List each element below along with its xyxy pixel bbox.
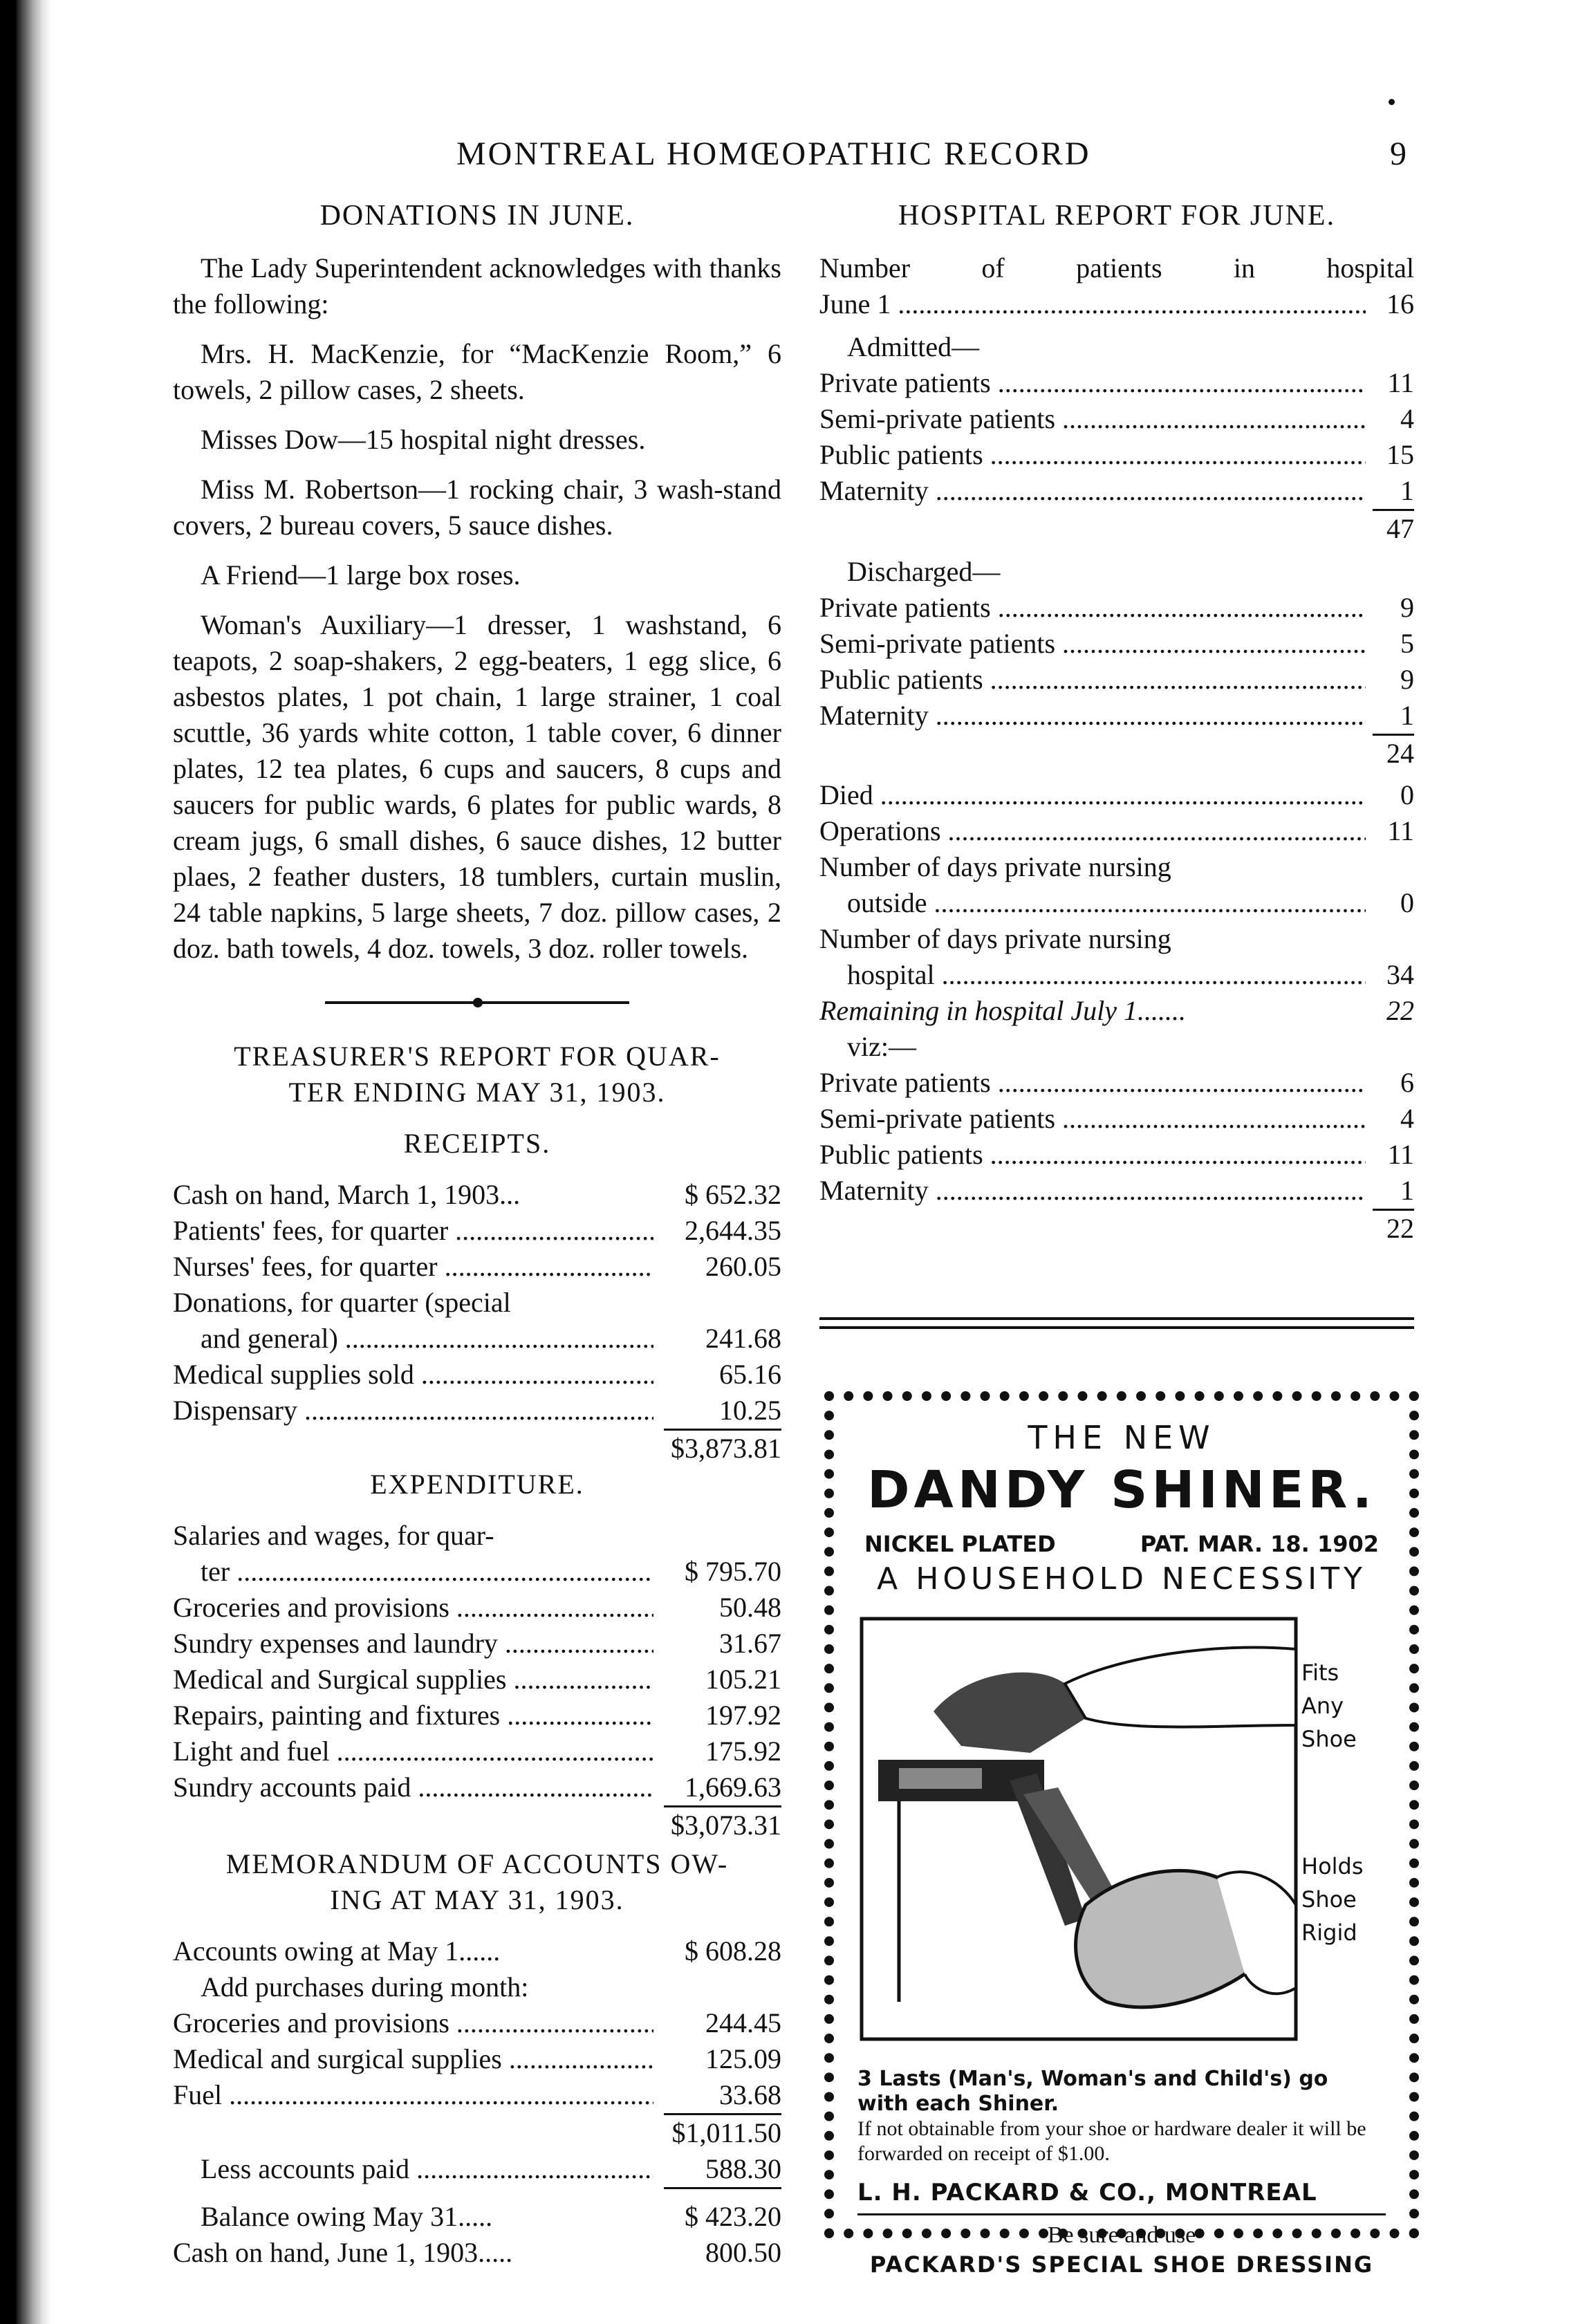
row-label: Cash on hand, March 1, 1903... bbox=[173, 1178, 521, 1210]
row-value: 22 bbox=[1386, 994, 1414, 1026]
row-value: 65.16 bbox=[719, 1358, 781, 1390]
row-label: Maternity ..... bbox=[819, 473, 1366, 509]
table-row bbox=[173, 1590, 781, 1626]
table-row bbox=[819, 957, 1414, 993]
ad-nickel: NICKEL PLATED bbox=[864, 1531, 1056, 1557]
shoe-shiner-illustration bbox=[857, 1615, 1300, 2043]
row-label: Medical and Surgical supplies ..... bbox=[173, 1662, 653, 1698]
table-row bbox=[173, 2199, 781, 2235]
treasurer-heading-line2: TER ENDING MAY 31, 1903. bbox=[288, 1076, 666, 1108]
row-value: 16 bbox=[1386, 288, 1414, 319]
ad-the-new: THE NEW bbox=[1028, 1419, 1216, 1456]
table-row bbox=[173, 2151, 781, 2187]
table-row bbox=[173, 1177, 781, 1213]
donation-paragraph: The Lady Superintendent acknowledges with thanks the following: bbox=[173, 252, 781, 319]
ad-holds-caption bbox=[1301, 1850, 1377, 1949]
row-label: Nurses' fees, for quarter ..... bbox=[173, 1249, 653, 1285]
hospital-heading: HOSPITAL REPORT FOR JUNE. bbox=[898, 200, 1336, 232]
table-row bbox=[173, 1393, 781, 1429]
table-row bbox=[173, 2041, 781, 2077]
double-rule-bottom bbox=[819, 1326, 1414, 1329]
receipts-total: $3,873.81 bbox=[671, 1432, 781, 1464]
row-label: Operations ..... bbox=[819, 813, 1366, 849]
viz-label: viz:— bbox=[847, 1030, 916, 1062]
intro-line: Number of patients in hospital bbox=[819, 252, 1414, 283]
row-label: Maternity ..... bbox=[819, 698, 1366, 734]
ad-illustration bbox=[857, 1615, 1386, 2043]
row-value: 197.92 bbox=[705, 1699, 781, 1731]
table-row bbox=[173, 1933, 781, 1969]
receipts-heading: RECEIPTS. bbox=[403, 1127, 551, 1159]
ad-order-info: If not obtainable from your shoe or hardware dealer it will be forwarded on receipt of $1.00. bbox=[857, 2117, 1366, 2165]
table-row bbox=[819, 401, 1414, 437]
table-row bbox=[173, 1554, 781, 1590]
row-value: 0 bbox=[1400, 886, 1414, 918]
row-label: outside ..... bbox=[847, 885, 1366, 921]
row-label: Repairs, painting and fixtures ..... bbox=[173, 1698, 653, 1733]
row-label: Accounts owing at May 1...... bbox=[173, 1935, 501, 1967]
memorandum-heading-line1: MEMORANDUM OF ACCOUNTS OW- bbox=[225, 1848, 729, 1879]
row-label: Groceries and provisions ..... bbox=[173, 1590, 653, 1626]
donation-paragraph: Miss M. Robertson—1 rocking chair, 3 wash-stand covers, 2 bureau covers, 5 sauce dishes. bbox=[173, 473, 781, 541]
row-label: Groceries and provisions ..... bbox=[173, 2005, 653, 2041]
section-separator bbox=[325, 1001, 629, 1004]
row-label: Dispensary ..... bbox=[173, 1393, 653, 1429]
table-row bbox=[819, 1173, 1414, 1209]
row-value: 1,669.63 bbox=[685, 1771, 781, 1803]
table-row bbox=[173, 1321, 781, 1357]
ink-speck bbox=[1389, 99, 1395, 105]
table-row bbox=[819, 1065, 1414, 1101]
row-value: 2,644.35 bbox=[685, 1214, 781, 1246]
ad-note: Be sure and use bbox=[1047, 2222, 1196, 2248]
row-label: June 1 ..... bbox=[819, 286, 1366, 322]
row-label: ter ..... bbox=[201, 1554, 653, 1590]
row-value: 125.09 bbox=[705, 2043, 781, 2074]
table-row bbox=[819, 698, 1414, 734]
row-label: Public patients ..... bbox=[819, 662, 1366, 698]
ad-fits-caption bbox=[1301, 1656, 1377, 1756]
discharged-heading: Discharged— bbox=[847, 555, 1001, 587]
row-label: Light and fuel ..... bbox=[173, 1733, 653, 1769]
donation-paragraph: Misses Dow—15 hospital night dresses. bbox=[201, 423, 646, 455]
row-value: 31.67 bbox=[719, 1627, 781, 1659]
table-row bbox=[819, 437, 1414, 473]
table-row bbox=[819, 286, 1414, 322]
ad-spec-line bbox=[857, 1531, 1386, 1557]
row-label: Public patients ..... bbox=[819, 1137, 1366, 1173]
row-label: and general) ..... bbox=[201, 1321, 653, 1357]
caption-line: Rigid bbox=[1301, 1919, 1357, 1946]
donation-paragraph: A Friend—1 large box roses. bbox=[201, 559, 521, 591]
caption-line: Holds bbox=[1301, 1853, 1364, 1879]
donations-heading: DONATIONS IN JUNE. bbox=[319, 200, 635, 232]
table-row bbox=[819, 626, 1414, 662]
ad-maker: L. H. PACKARD & CO., MONTREAL bbox=[857, 2179, 1317, 2206]
table-row bbox=[819, 813, 1414, 849]
table-row bbox=[819, 993, 1414, 1029]
memorandum-table bbox=[173, 1933, 781, 2271]
table-row bbox=[173, 2005, 781, 2041]
table-row bbox=[819, 1101, 1414, 1137]
row-value: 105.21 bbox=[705, 1663, 781, 1695]
row-value: $ 423.20 bbox=[685, 2200, 781, 2232]
table-row bbox=[819, 365, 1414, 401]
row-value: 9 bbox=[1400, 591, 1414, 623]
row-label: Balance owing May 31..... bbox=[201, 2200, 493, 2232]
table-row bbox=[819, 777, 1414, 813]
donation-paragraph: Woman's Auxiliary—1 dresser, 1 washstand, 6 teapots, 2 soap-shakers, 2 egg-beaters, 1 egg slice, 6 asbestos plates, 1 pot chain, 1 large strainer, 1 coal scuttle, 36 yards white cotton, 1 table cover, 6 dinner plates, 12 tea plates, 6 cups and saucers, 8 cups and saucers for public wards, 6 plates for public wards, 8 cream jugs, 6 small dishes, 6 sauce dishes, 12 butter plaes, 2 feather dusters, 18 tumblers, curtain muslin, 24 table napkins, 5 large sheets, 7 doz. pillow cases, 2 doz. bath towels, 4 doz. towels, 3 doz. roller towels. bbox=[173, 608, 781, 964]
row-label: Medical supplies sold ..... bbox=[173, 1357, 653, 1393]
ad-body bbox=[857, 2067, 1386, 2166]
row-value: 1 bbox=[1400, 474, 1414, 506]
row-label: hospital ..... bbox=[847, 957, 1366, 993]
row-label: Medical and surgical supplies ..... bbox=[173, 2041, 653, 2077]
row-value: 4 bbox=[1400, 1102, 1414, 1134]
total-rule bbox=[664, 2187, 781, 2189]
row-value: 9 bbox=[1400, 663, 1414, 695]
memorandum-subtotal: $1,011.50 bbox=[671, 2117, 781, 2148]
table-row bbox=[819, 1137, 1414, 1173]
row-value: 5 bbox=[1400, 627, 1414, 659]
table-row bbox=[173, 2077, 781, 2113]
remaining-total: 22 bbox=[1386, 1212, 1414, 1244]
table-row bbox=[173, 2235, 781, 2271]
right-column bbox=[819, 197, 1414, 1247]
scanned-page-spine bbox=[0, 0, 52, 2324]
row-label: Donations, for quarter (special bbox=[173, 1286, 511, 1318]
row-label: Less accounts paid ..... bbox=[201, 2151, 653, 2187]
ad-brand-name: DANDY SHINER. bbox=[867, 1460, 1376, 1520]
admitted-total: 47 bbox=[1386, 512, 1414, 544]
row-value: 244.45 bbox=[705, 2007, 781, 2038]
ad-rule bbox=[857, 2213, 1386, 2215]
row-value: $ 652.32 bbox=[685, 1178, 781, 1210]
row-label: Patients' fees, for quarter ..... bbox=[173, 1213, 653, 1249]
table-row bbox=[173, 1357, 781, 1393]
treasurer-heading-line1: TREASURER'S REPORT FOR QUAR- bbox=[234, 1040, 721, 1072]
row-label: Private patients ..... bbox=[819, 365, 1366, 401]
memorandum-heading-line2: ING AT MAY 31, 1903. bbox=[330, 1884, 624, 1915]
row-value: 11 bbox=[1387, 1138, 1414, 1170]
row-label: Salaries and wages, for quar- bbox=[173, 1519, 494, 1551]
row-value: 1 bbox=[1400, 699, 1414, 731]
table-row bbox=[173, 1626, 781, 1662]
double-rule-top bbox=[819, 1317, 1414, 1320]
row-label: Public patients ..... bbox=[819, 437, 1366, 473]
row-value: 34 bbox=[1386, 958, 1414, 990]
expenditure-heading: EXPENDITURE. bbox=[370, 1468, 584, 1500]
row-label: Died ..... bbox=[819, 777, 1366, 813]
nursing-outside-line: Number of days private nursing bbox=[819, 850, 1171, 882]
ad-lasts: 3 Lasts (Man's, Woman's and Child's) go with each Shiner. bbox=[857, 2067, 1328, 2116]
row-value: 10.25 bbox=[719, 1394, 781, 1426]
page-number: 9 bbox=[1390, 136, 1407, 172]
row-label: Add purchases during month: bbox=[201, 1971, 529, 2002]
caption-line: Shoe bbox=[1301, 1886, 1357, 1913]
row-value: 175.92 bbox=[705, 1735, 781, 1767]
caption-line: Any bbox=[1301, 1693, 1344, 1719]
row-value: 15 bbox=[1386, 438, 1414, 470]
table-row bbox=[173, 1662, 781, 1698]
row-label: Private patients ..... bbox=[819, 1065, 1366, 1101]
row-value: $ 795.70 bbox=[685, 1555, 781, 1587]
expenditure-table bbox=[173, 1518, 781, 1843]
nursing-hospital-line: Number of days private nursing bbox=[819, 922, 1171, 954]
discharged-total: 24 bbox=[1386, 737, 1414, 769]
row-value: 4 bbox=[1400, 402, 1414, 434]
row-label: Sundry accounts paid ..... bbox=[173, 1769, 653, 1805]
table-row bbox=[819, 662, 1414, 698]
row-value: 1 bbox=[1400, 1174, 1414, 1206]
table-row bbox=[819, 473, 1414, 509]
row-label: Semi-private patients ..... bbox=[819, 401, 1366, 437]
row-label: Maternity ..... bbox=[819, 1173, 1366, 1209]
ad-tagline: A HOUSEHOLD NECESSITY bbox=[877, 1561, 1366, 1597]
row-value: 6 bbox=[1400, 1066, 1414, 1098]
row-value: 241.68 bbox=[705, 1322, 781, 1354]
row-label: Private patients ..... bbox=[819, 590, 1366, 626]
caption-line: Fits bbox=[1301, 1660, 1339, 1686]
row-value: 260.05 bbox=[705, 1250, 781, 1282]
caption-line: Shoe bbox=[1301, 1726, 1357, 1752]
admitted-heading: Admitted— bbox=[847, 331, 980, 362]
ad-dressing: PACKARD'S SPECIAL SHOE DRESSING bbox=[869, 2251, 1374, 2278]
row-label: Semi-private patients ..... bbox=[819, 1101, 1366, 1137]
table-row bbox=[819, 885, 1414, 921]
row-label: Semi-private patients ..... bbox=[819, 626, 1366, 662]
table-row bbox=[173, 1518, 781, 1554]
ad-patent: PAT. MAR. 18. 1902 bbox=[1140, 1531, 1379, 1557]
row-label: Cash on hand, June 1, 1903..... bbox=[173, 2236, 513, 2268]
donation-paragraph: Mrs. H. MacKenzie, for “MacKenzie Room,” 6 towels, 2 pillow cases, 2 sheets. bbox=[173, 337, 781, 405]
row-value: 11 bbox=[1387, 815, 1414, 846]
table-row bbox=[173, 1285, 781, 1321]
table-row bbox=[819, 590, 1414, 626]
table-row bbox=[173, 1733, 781, 1769]
row-value: $ 608.28 bbox=[685, 1935, 781, 1967]
left-column bbox=[173, 197, 781, 2271]
row-value: 50.48 bbox=[719, 1591, 781, 1623]
table-row bbox=[173, 1769, 781, 1805]
running-header: MONTREAL HOMŒOPATHIC RECORD bbox=[456, 136, 1091, 172]
row-value: 800.50 bbox=[705, 2236, 781, 2268]
row-label: Fuel ..... bbox=[173, 2077, 653, 2113]
row-value: 33.68 bbox=[719, 2079, 781, 2110]
dandy-shiner-advertisement bbox=[824, 1391, 1419, 2278]
table-row bbox=[173, 1249, 781, 1285]
table-row bbox=[173, 1969, 781, 2005]
expenditure-total: $3,073.31 bbox=[671, 1809, 781, 1841]
row-value: 11 bbox=[1387, 366, 1414, 398]
row-label: Remaining in hospital July 1....... bbox=[819, 994, 1186, 1026]
receipts-table bbox=[173, 1177, 781, 1467]
row-value: 588.30 bbox=[705, 2153, 781, 2184]
row-label: Sundry expenses and laundry ..... bbox=[173, 1626, 653, 1662]
table-row bbox=[173, 1213, 781, 1249]
table-row bbox=[173, 1698, 781, 1733]
row-value: 0 bbox=[1400, 779, 1414, 810]
